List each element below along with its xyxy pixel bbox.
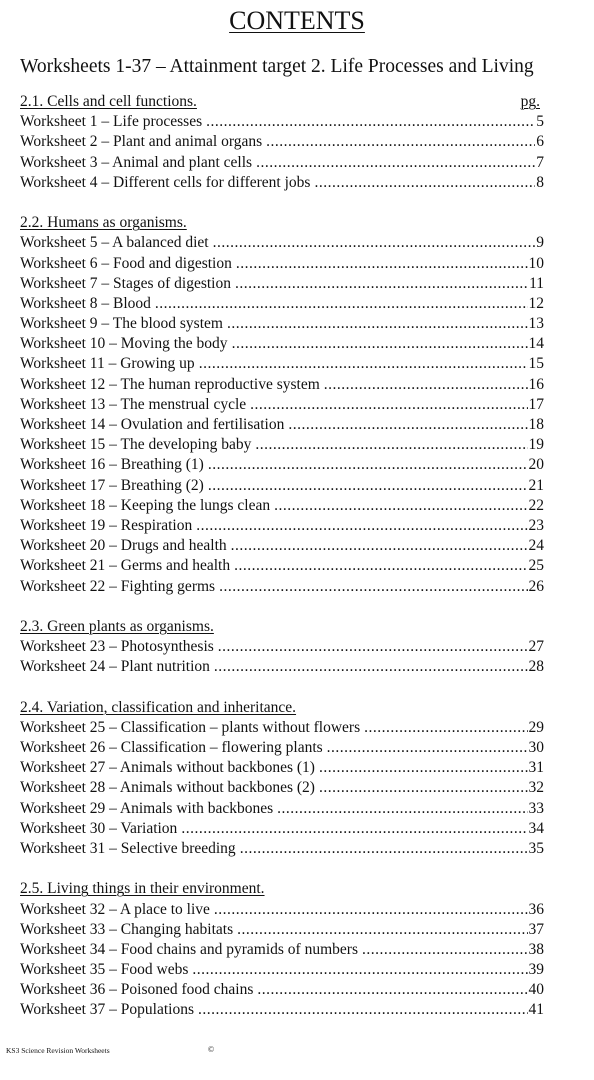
dot-leader	[208, 476, 528, 496]
dot-leader	[255, 435, 527, 455]
entry-title: Worksheet 31 – Selective breeding	[20, 839, 236, 857]
entry-title: Worksheet 30 – Variation	[20, 819, 178, 837]
page-title: CONTENTS	[229, 6, 365, 35]
entry-title: Worksheet 20 – Drugs and health	[20, 537, 227, 555]
toc-entry	[20, 395, 544, 415]
toc-entry	[20, 718, 544, 738]
toc-entry	[20, 476, 544, 496]
toc-entry	[20, 254, 544, 274]
entry-title: Worksheet 37 – Populations	[20, 1001, 194, 1019]
entry-page-number: 34	[528, 819, 544, 837]
toc-entry	[20, 354, 544, 374]
toc-entry	[20, 980, 544, 1000]
entry-title: Worksheet 15 – The developing baby	[20, 436, 252, 454]
entry-page-number: 15	[528, 355, 544, 373]
entry-page-number: 35	[528, 839, 544, 857]
entry-title: Worksheet 29 – Animals with backbones	[20, 799, 274, 817]
entry-title: Worksheet 14 – Ovulation and fertilisation	[20, 416, 285, 433]
entry-page-number: 17	[528, 395, 544, 413]
entry-page-number: 41	[528, 1001, 544, 1019]
toc-entry	[20, 455, 544, 475]
entry-title: Worksheet 17 – Breathing (2)	[20, 476, 204, 494]
dot-leader	[214, 900, 528, 920]
entry-title: Worksheet 19 – Respiration	[20, 516, 193, 534]
footer-text: KS3 Science Revision Worksheets	[6, 1046, 110, 1055]
toc-entry	[20, 657, 544, 677]
entry-title: Worksheet 6 – Food and digestion	[20, 254, 232, 272]
entry-page-number: 31	[528, 759, 544, 777]
entry-page-number: 27	[528, 638, 544, 656]
dot-leader	[206, 112, 535, 132]
toc-entry	[20, 233, 544, 253]
entry-title: Worksheet 26 – Classification – flowering plants	[20, 739, 323, 756]
toc-entry	[20, 516, 544, 536]
toc-entry	[20, 274, 544, 294]
entry-page-number: 33	[528, 799, 544, 817]
entry-title: Worksheet 5 – A balanced diet	[20, 234, 209, 252]
entry-page-number: 36	[528, 900, 544, 918]
entry-title: Worksheet 13 – The menstrual cycle	[20, 395, 247, 413]
dot-leader	[362, 940, 528, 960]
entry-page-number: 21	[528, 476, 544, 494]
copyright-symbol: ©	[208, 1045, 215, 1054]
dot-leader	[237, 920, 527, 940]
contents-section	[20, 879, 544, 1020]
page-column-label: pg.	[520, 92, 540, 110]
section-heading	[20, 92, 544, 112]
dot-leader	[314, 173, 535, 193]
entry-page-number: 18	[528, 416, 544, 433]
entry-title: Worksheet 12 – The human reproductive system	[20, 375, 320, 393]
toc-entry	[20, 799, 544, 819]
dot-leader	[208, 455, 528, 475]
section-title: 2.1. Cells and cell functions.	[20, 92, 197, 110]
dot-leader	[240, 839, 528, 859]
section-title: 2.5. Living things in their environment.	[20, 880, 265, 898]
entry-title: Worksheet 18 – Keeping the lungs clean	[20, 496, 271, 514]
section-title: 2.4. Variation, classification and inheritance.	[20, 698, 297, 716]
dot-leader	[199, 354, 528, 374]
dot-leader	[231, 536, 528, 556]
entry-title: Worksheet 27 – Animals without backbones (1)	[20, 759, 315, 777]
dot-leader	[232, 334, 528, 354]
entry-page-number: 9	[536, 234, 544, 252]
dot-leader	[274, 496, 527, 516]
dot-leader	[266, 132, 535, 152]
toc-entry	[20, 435, 544, 455]
contents-section	[20, 92, 544, 193]
dot-leader	[256, 153, 535, 173]
entry-page-number: 16	[528, 375, 544, 393]
contents-section	[20, 213, 544, 597]
dot-leader	[319, 758, 528, 778]
entry-page-number: 5	[536, 113, 544, 131]
section-heading	[20, 617, 544, 637]
dot-leader	[277, 799, 527, 819]
entry-title: Worksheet 24 – Plant nutrition	[20, 658, 210, 676]
toc-entry	[20, 637, 544, 657]
entry-title: Worksheet 16 – Breathing (1)	[20, 456, 204, 474]
dot-leader	[250, 395, 527, 415]
entry-title: Worksheet 28 – Animals without backbones (2)	[20, 779, 315, 797]
dot-leader	[218, 637, 528, 657]
dot-leader	[219, 577, 527, 597]
dot-leader	[214, 657, 528, 677]
entry-page-number: 22	[528, 496, 544, 514]
entry-page-number: 26	[528, 577, 544, 595]
entry-page-number: 24	[528, 537, 544, 555]
dot-leader	[257, 980, 527, 1000]
entry-title: Worksheet 22 – Fighting germs	[20, 577, 216, 595]
dot-leader	[198, 1000, 528, 1020]
entry-page-number: 20	[528, 456, 544, 474]
toc-entry	[20, 778, 544, 798]
entry-title: Worksheet 23 – Photosynthesis	[20, 638, 214, 656]
entry-page-number: 38	[528, 940, 544, 958]
toc-entry	[20, 839, 544, 859]
toc-entry	[20, 112, 544, 132]
entry-page-number: 23	[528, 516, 544, 534]
toc-entry	[20, 334, 544, 354]
entry-title: Worksheet 10 – Moving the body	[20, 335, 228, 353]
entry-page-number: 11	[529, 274, 544, 292]
entry-title: Worksheet 8 – Blood	[20, 294, 151, 312]
dot-leader	[327, 738, 528, 758]
toc-entry	[20, 294, 544, 314]
toc-entry	[20, 132, 544, 152]
toc-entry	[20, 758, 544, 778]
toc-entry	[20, 375, 544, 395]
page-subtitle: Worksheets 1-37 – Attainment target 2. Life Processes and Living	[20, 56, 534, 77]
toc-entry	[20, 173, 544, 193]
dot-leader	[155, 294, 528, 314]
toc-entry	[20, 940, 544, 960]
entry-page-number: 14	[528, 335, 544, 353]
entry-title: Worksheet 21 – Germs and health	[20, 557, 231, 575]
entry-title: Worksheet 34 – Food chains and pyramids of numbers	[20, 940, 358, 958]
toc-entry	[20, 920, 544, 940]
entry-title: Worksheet 33 – Changing habitats	[20, 920, 234, 938]
section-heading	[20, 879, 544, 899]
contents-section	[20, 698, 544, 860]
entry-title: Worksheet 4 – Different cells for different jobs	[20, 173, 311, 191]
entry-page-number: 32	[528, 779, 544, 797]
section-heading	[20, 213, 544, 233]
entry-title: Worksheet 32 – A place to live	[20, 900, 210, 918]
toc-entry	[20, 900, 544, 920]
section-title: 2.2. Humans as organisms.	[20, 214, 187, 232]
entry-page-number: 28	[528, 658, 544, 676]
toc-entry	[20, 577, 544, 597]
dot-leader	[235, 274, 528, 294]
entry-page-number: 29	[528, 718, 544, 736]
entry-page-number: 6	[536, 133, 544, 151]
dot-leader	[181, 819, 527, 839]
toc-entry	[20, 738, 544, 758]
dot-leader	[227, 314, 528, 334]
entry-title: Worksheet 9 – The blood system	[20, 315, 223, 333]
toc-entry	[20, 536, 544, 556]
toc-entry	[20, 960, 544, 980]
entry-page-number: 8	[536, 173, 544, 191]
section-heading	[20, 698, 544, 718]
entry-title: Worksheet 2 – Plant and animal organs	[20, 133, 263, 151]
dot-leader	[364, 718, 527, 738]
entry-page-number: 10	[528, 254, 544, 272]
toc-entry	[20, 556, 544, 576]
dot-leader	[319, 778, 528, 798]
contents-section	[20, 617, 544, 678]
toc-entry	[20, 496, 544, 516]
entry-title: Worksheet 25 – Classification – plants without flowers	[20, 718, 361, 736]
entry-title: Worksheet 3 – Animal and plant cells	[20, 153, 253, 171]
dot-leader	[236, 254, 528, 274]
toc-entry	[20, 819, 544, 839]
entry-page-number: 12	[528, 294, 544, 312]
entry-page-number: 30	[528, 739, 544, 756]
dot-leader	[196, 516, 527, 536]
toc-entry	[20, 153, 544, 173]
entry-title: Worksheet 1 – Life processes	[20, 113, 203, 131]
entry-title: Worksheet 7 – Stages of digestion	[20, 274, 231, 292]
entry-page-number: 40	[528, 981, 544, 999]
dot-leader	[234, 556, 527, 576]
entry-page-number: 39	[528, 961, 544, 979]
dot-leader	[213, 233, 536, 253]
dot-leader	[288, 415, 527, 435]
toc-entry	[20, 1000, 544, 1020]
entry-page-number: 7	[536, 153, 544, 171]
entry-title: Worksheet 36 – Poisoned food chains	[20, 981, 254, 999]
dot-leader	[324, 375, 528, 395]
entry-page-number: 25	[528, 557, 544, 575]
entry-title: Worksheet 11 – Growing up	[20, 355, 195, 373]
section-title: 2.3. Green plants as organisms.	[20, 617, 214, 635]
entry-page-number: 19	[528, 436, 544, 454]
entry-title: Worksheet 35 – Food webs	[20, 961, 189, 979]
entry-page-number: 13	[528, 315, 544, 333]
dot-leader	[192, 960, 527, 980]
contents-sections	[20, 92, 544, 1041]
toc-entry	[20, 314, 544, 334]
toc-entry	[20, 415, 544, 435]
entry-page-number: 37	[528, 920, 544, 938]
